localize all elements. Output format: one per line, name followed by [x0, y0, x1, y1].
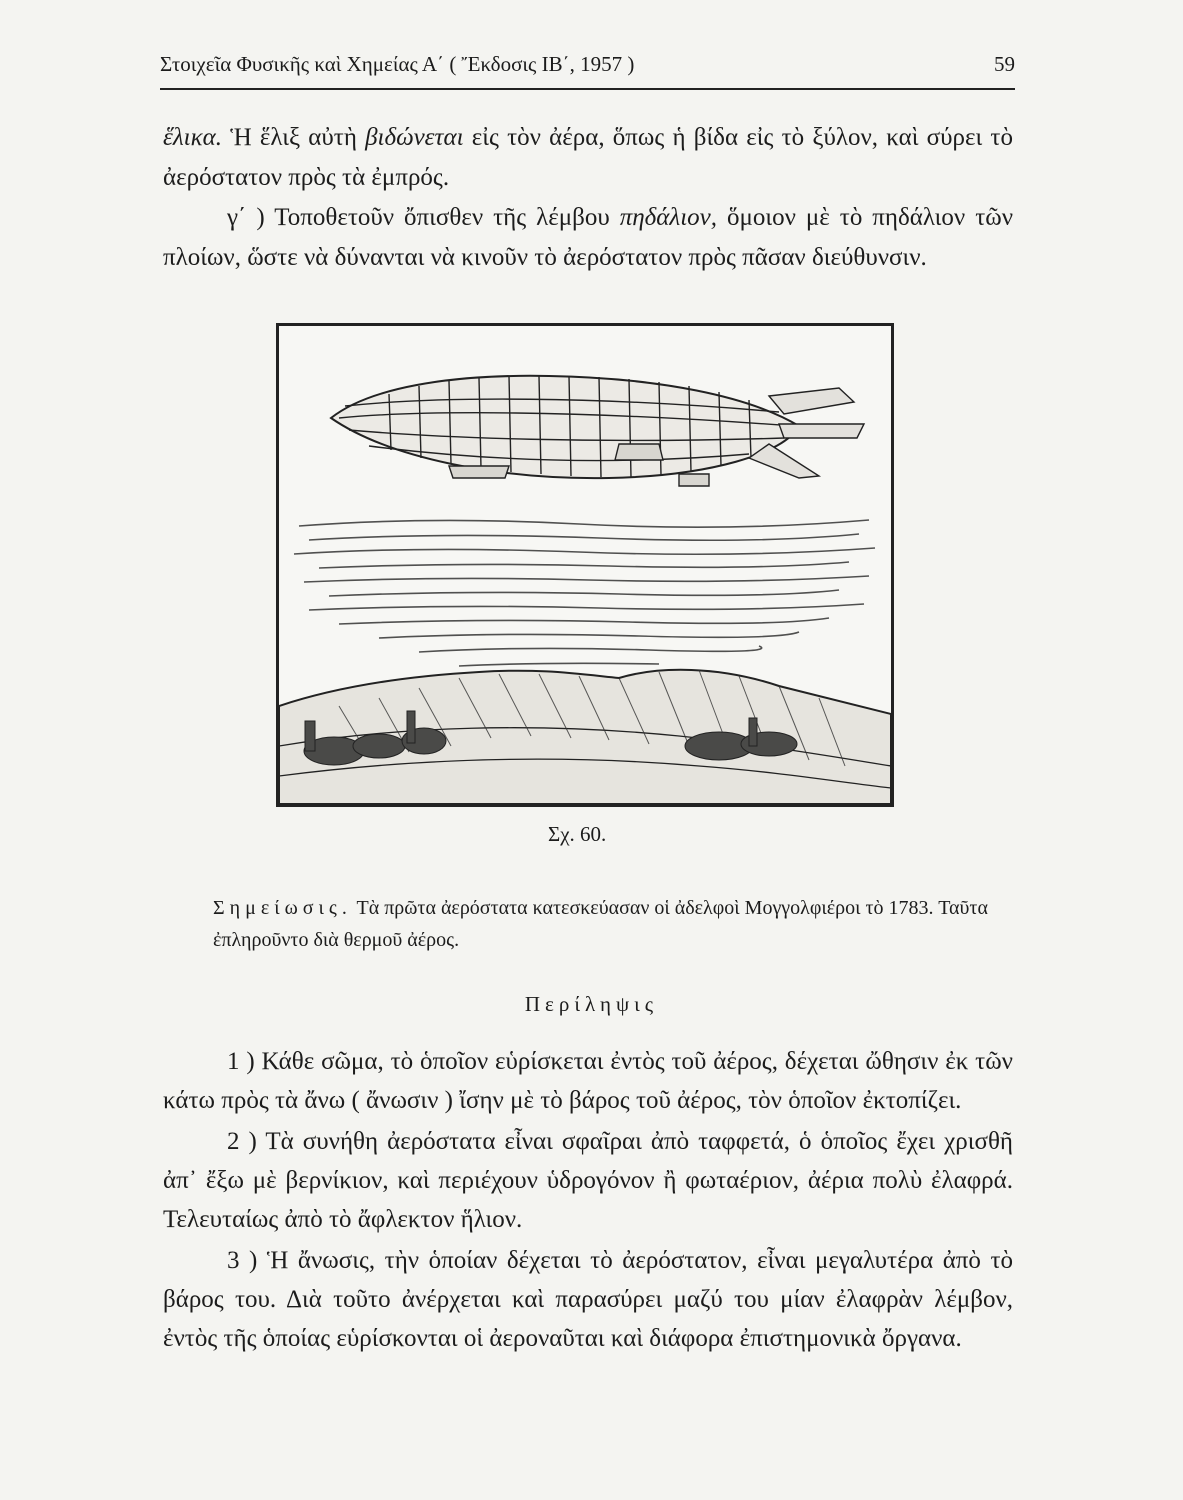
- historical-note: [213, 892, 1008, 956]
- airship-illustration: [276, 323, 894, 807]
- body-text: [163, 118, 1013, 278]
- figure-caption: Σχ. 60.: [548, 822, 607, 846]
- italic-word: ἕλικα.: [163, 124, 222, 151]
- note-label: Σημείωσις.: [213, 897, 352, 919]
- italic-word: πηδάλιον,: [619, 204, 718, 231]
- summary-heading: Περίληψις: [524, 992, 659, 1016]
- text-run: ὅμοιον μὲ τὸ πηδάλιον τῶν πλοίων, ὥστε νὰ δύνανται νὰ κινοῦν τὸ ἀερόστατον πρὸς πᾶσαν διεύθυνσιν.: [163, 204, 1013, 271]
- text-run: εἰς τὸν ἀέρα, ὅπως ἡ βίδα εἰς τὸ ξύλον, καὶ σύρει τὸ ἀερόστατον πρὸς τὰ ἐμπρός.: [163, 124, 1013, 191]
- paragraph-propeller: [163, 118, 1013, 198]
- airship-drawing: [279, 326, 891, 804]
- text-run: Ἡ ἕλιξ αὐτὴ: [222, 124, 366, 151]
- summary-list: [163, 1042, 1013, 1360]
- paragraph-rudder: [163, 198, 1013, 278]
- running-title: Στοιχεῖα Φυσικῆς καὶ Χημείας Α΄ ( Ἔκδοσις ΙΒ΄, 1957 ): [160, 52, 635, 76]
- note-text: Τὰ πρῶτα ἀερόστατα κατεσκεύασαν οἱ ἀδελφοὶ Μογγολφιέροι τὸ 1783. Ταῦτα ἐπληροῦντο διὰ θερμοῦ ἀέρος.: [213, 897, 988, 951]
- page-number: 59: [994, 52, 1015, 76]
- italic-word: βιδώνεται: [365, 124, 464, 151]
- running-header: [160, 48, 1015, 88]
- summary-item: 1 ) Κάθε σῶμα, τὸ ὁποῖον εὑρίσκεται ἐντὸς τοῦ ἀέρος, δέχεται ὤθησιν ἐκ τῶν κάτω πρὸς τὰ ἄνω ( ἄνωσιν ) ἴσην μὲ τὸ βάρος τοῦ ἀέρος, τὸν ὁποῖον ἐκτοπίζει.: [163, 1048, 1013, 1114]
- summary-item: 2 ) Τὰ συνήθη ἀερόστατα εἶναι σφαῖραι ἀπὸ ταφφετά, ὁ ὁποῖος ἔχει χρισθῆ ἀπ᾿ ἔξω μὲ βερνίκιον, καὶ περιέχουν ὑδρογόνον ἢ φωταέριον, ἀέρια πολὺ ἐλαφρά. Τελευταίως ἀπὸ τὸ ἄφλεκτον ἥλιον.: [163, 1128, 1013, 1233]
- header-rule: [160, 88, 1015, 90]
- text-run: γ΄ ) Τοποθετοῦν ὄπισθεν τῆς λέμβου: [227, 204, 620, 231]
- summary-item: 3 ) Ἡ ἄνωσις, τὴν ὁποίαν δέχεται τὸ ἀερόστατον, εἶναι μεγαλυτέρα ἀπὸ τὸ βάρος του. Διὰ τοῦτο ἀνέρχεται καὶ παρασύρει μαζύ του μίαν ἐλαφρὰν λέμβον, ἐντὸς τῆς ὁποίας εὑρίσκονται οἱ ἀεροναῦται καὶ διάφορα ἐπιστημονικὰ ὄργανα.: [163, 1247, 1013, 1352]
